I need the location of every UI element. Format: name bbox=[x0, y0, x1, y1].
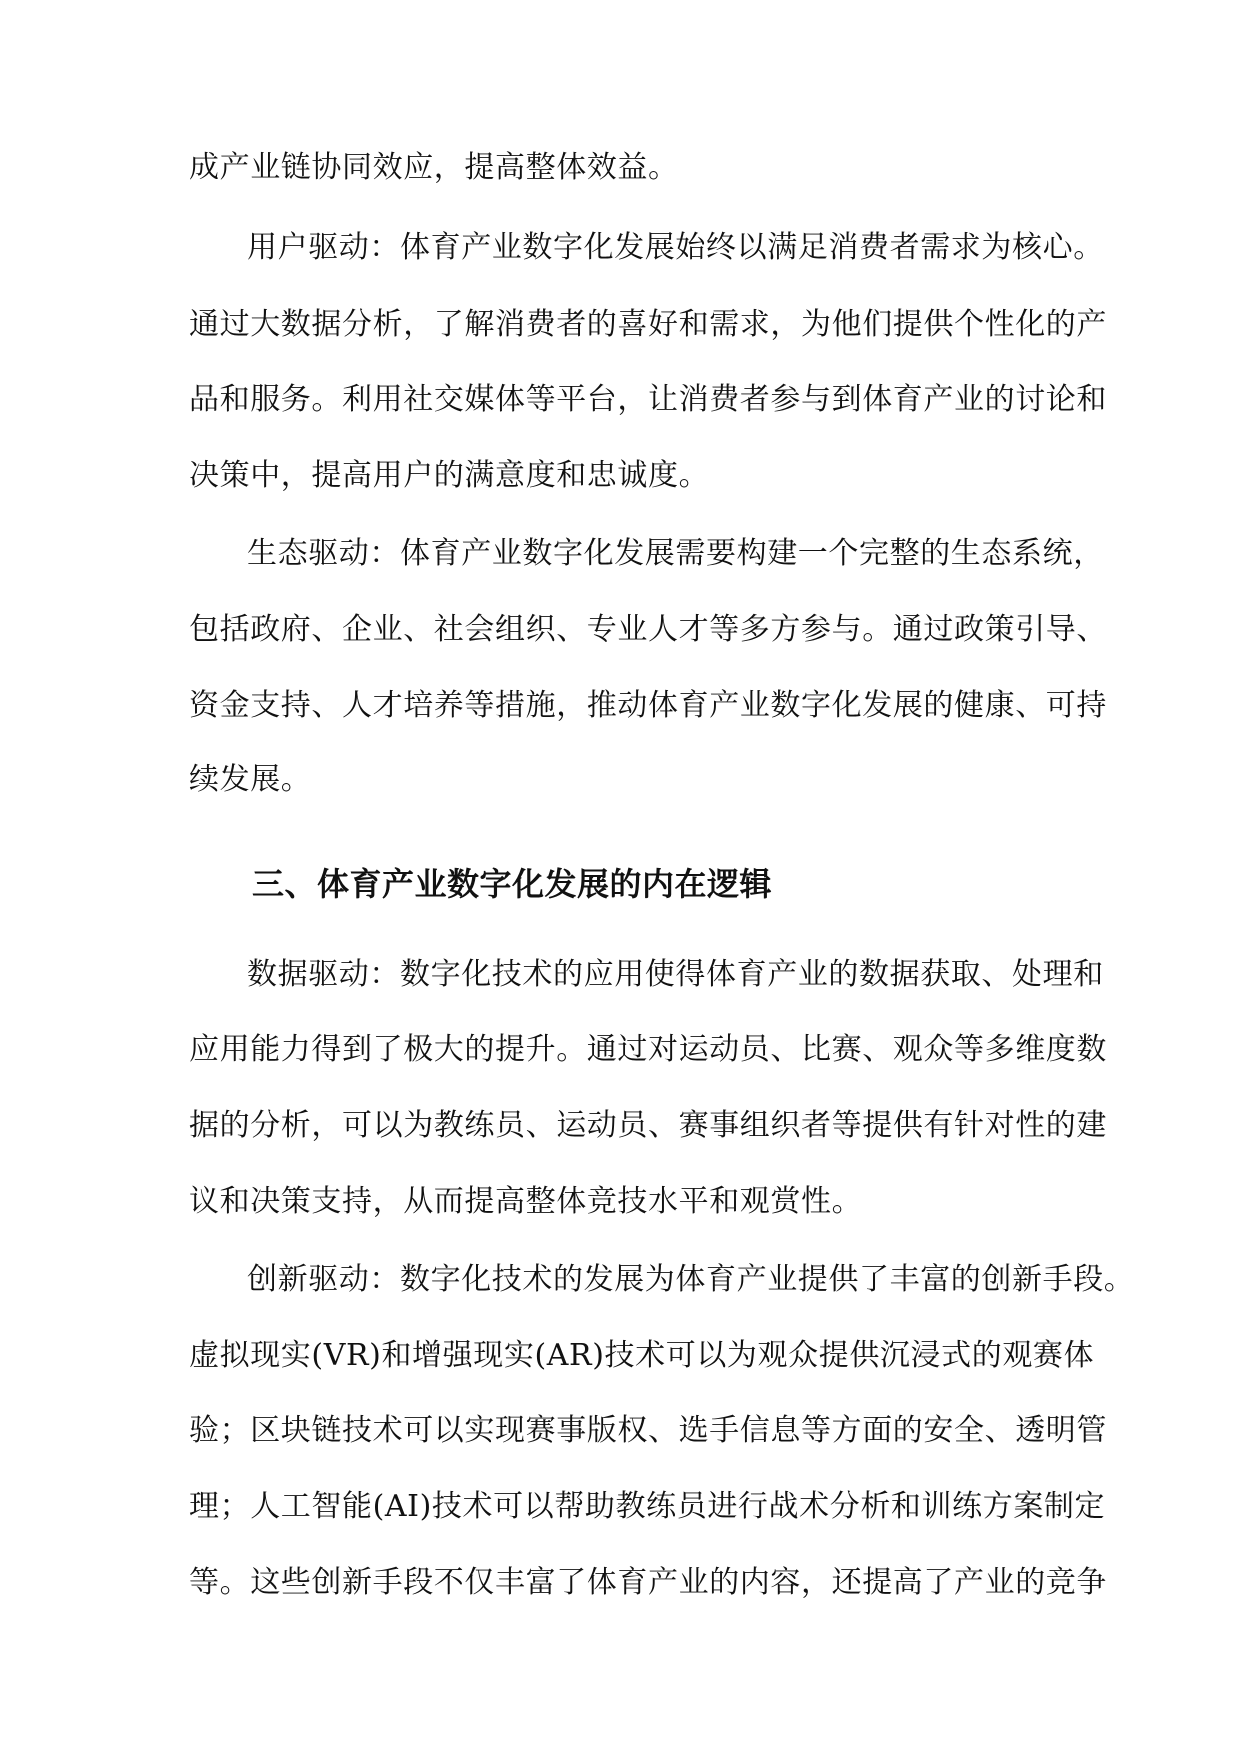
text-line: 虚拟现实(VR)和增强现实(AR)技术可以为观众提供沉浸式的观赛体 bbox=[189, 1338, 1095, 1373]
paragraph-start-line: 用户驱动：体育产业数字化发展始终以满足消费者需求为核心。 bbox=[247, 230, 1104, 265]
text-line: 通过大数据分析，了解消费者的喜好和需求，为他们提供个性化的产 bbox=[189, 307, 1107, 342]
text-line: 应用能力得到了极大的提升。通过对运动员、比赛、观众等多维度数 bbox=[189, 1032, 1107, 1067]
paragraph-start-line: 数据驱动：数字化技术的应用使得体育产业的数据获取、处理和 bbox=[247, 957, 1104, 992]
text-line: 验；区块链技术可以实现赛事版权、选手信息等方面的安全、透明管 bbox=[189, 1413, 1107, 1448]
text-line: 等。这些创新手段不仅丰富了体育产业的内容，还提高了产业的竞争 bbox=[189, 1565, 1107, 1600]
text-line: 品和服务。利用社交媒体等平台，让消费者参与到体育产业的讨论和 bbox=[189, 382, 1107, 417]
text-line: 理；人工智能(AI)技术可以帮助教练员进行战术分析和训练方案制定 bbox=[189, 1489, 1106, 1524]
text-line: 包括政府、企业、社会组织、专业人才等多方参与。通过政策引导、 bbox=[189, 612, 1107, 647]
text-line: 续发展。 bbox=[189, 762, 312, 797]
text-line: 资金支持、人才培养等措施，推动体育产业数字化发展的健康、可持 bbox=[189, 688, 1107, 723]
paragraph-start-line: 创新驱动：数字化技术的发展为体育产业提供了丰富的创新手段。 bbox=[247, 1262, 1135, 1297]
paragraph-start-line: 生态驱动：体育产业数字化发展需要构建一个完整的生态系统， bbox=[247, 536, 1104, 571]
section-heading: 三、体育产业数字化发展的内在逻辑 bbox=[252, 865, 773, 903]
text-line: 决策中，提高用户的满意度和忠诚度。 bbox=[189, 458, 710, 493]
text-line: 据的分析，可以为教练员、运动员、赛事组织者等提供有针对性的建 bbox=[189, 1108, 1107, 1143]
text-line: 成产业链协同效应，提高整体效益。 bbox=[189, 150, 679, 185]
text-line: 议和决策支持，从而提高整体竞技水平和观赏性。 bbox=[189, 1184, 863, 1219]
